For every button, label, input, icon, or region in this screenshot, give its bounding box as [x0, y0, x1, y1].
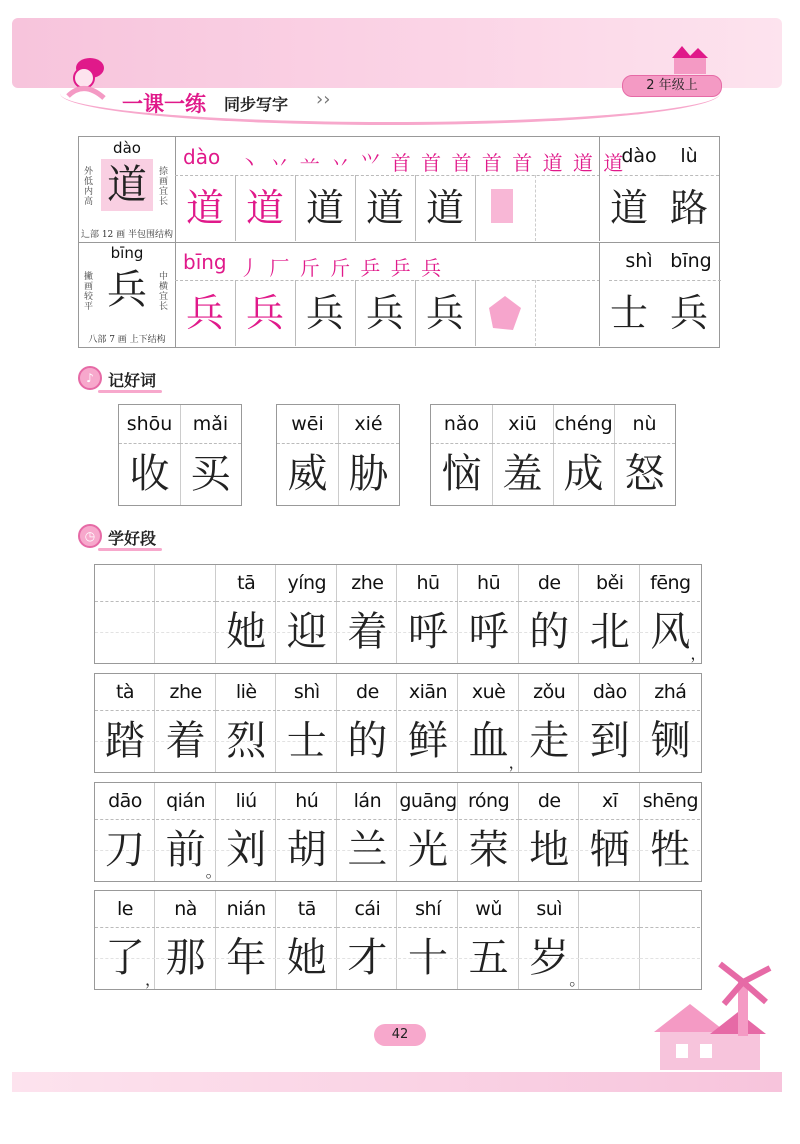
word-character: 威 [287, 451, 328, 497]
word-char-cell [119, 405, 181, 505]
passage-character: 岁 [529, 935, 570, 981]
stroke-order: 丿 厂 斤 斤 乒 乒 兵 [239, 256, 444, 280]
word-char-cell [431, 405, 493, 505]
passage-cell [580, 565, 640, 663]
writing-tip-left: 外低内高 [84, 167, 94, 207]
passage-pinyin: tā [277, 891, 337, 928]
chevron-right-icon: ›› [316, 89, 331, 110]
passage-pinyin: dāo [95, 783, 155, 820]
passage-cell[interactable] [156, 565, 216, 663]
passage-cell [337, 783, 397, 881]
passage-character [95, 601, 155, 663]
stroke-order: 丶 丷 䒑 丷 ⺍ 首 首 首 首 首 道 道 道 [239, 151, 626, 175]
passage-character: 的 [347, 718, 388, 764]
section-title: 记好词 [108, 371, 157, 390]
punctuation-mark: 。 [569, 970, 586, 989]
word-char-cell [338, 405, 399, 505]
passage-cell [640, 674, 700, 772]
passage-pinyin: liè [216, 674, 276, 711]
passage-cell[interactable] [95, 565, 155, 663]
passage-cell [519, 783, 579, 881]
passage-cell [398, 565, 458, 663]
passage-pinyin: qián [156, 783, 216, 820]
passage-character: 年 [226, 935, 267, 981]
passage-character: 牺 [589, 827, 630, 873]
word-pinyin: shì [609, 242, 669, 281]
blank-practice-cell[interactable] [475, 280, 536, 346]
passage-pinyin: fēng [640, 565, 700, 602]
word-character: 怒 [624, 451, 665, 497]
passage-cell [337, 674, 397, 772]
passage-character: 北 [589, 609, 630, 655]
passage-cell [216, 783, 276, 881]
word-character: 成 [563, 451, 604, 497]
passage-character: 着 [165, 718, 206, 764]
passage-pinyin: cái [337, 891, 397, 928]
passage-pinyin: běi [580, 565, 640, 602]
practice-cell: 道 [235, 175, 296, 241]
passage-cell [580, 783, 640, 881]
passage-character: 十 [408, 935, 448, 981]
passage-character: 地 [529, 827, 570, 873]
stroke-order-line [175, 242, 600, 281]
passage-character: 胡 [286, 827, 327, 873]
passage-row [94, 890, 702, 990]
word-character: 士 [609, 291, 648, 335]
bell-icon: ♪ [78, 366, 102, 390]
passage-pinyin: de [519, 565, 579, 602]
passage-cell [398, 674, 458, 772]
word-pinyin: mǎi [180, 405, 241, 444]
character-info-box [79, 137, 176, 242]
passage-character: 烈 [226, 718, 267, 764]
practice-cell: 道 [355, 175, 416, 241]
passage-cell [95, 674, 155, 772]
passage-character: 她 [226, 609, 267, 655]
passage-pinyin: shí [398, 891, 458, 928]
passage-cell [519, 565, 579, 663]
practice-cells [175, 175, 600, 241]
passage-cell [216, 674, 276, 772]
page-number: 42 [374, 1024, 426, 1046]
passage-character: 兰 [347, 827, 388, 873]
practice-cell: 兵 [295, 280, 356, 346]
passage-cell [398, 783, 458, 881]
words-section-label [78, 366, 198, 390]
passage-character: 五 [468, 935, 509, 981]
passage-pinyin: hū [459, 565, 519, 602]
passage-row [94, 673, 702, 773]
section-title: 学好段 [108, 529, 157, 548]
passage-pinyin: hū [398, 565, 458, 602]
passage-pinyin: le [95, 891, 155, 928]
word-group [118, 404, 242, 506]
practice-cell: 道 [175, 175, 236, 241]
passage-character: 着 [347, 609, 388, 655]
passage-cell [277, 891, 337, 989]
passage-pinyin: suì [519, 891, 579, 928]
punctuation-mark: ， [508, 753, 525, 772]
passage-pinyin: liú [216, 783, 276, 820]
passage-pinyin [640, 891, 700, 928]
model-character: 道 [101, 159, 153, 211]
practice-cell: 道 [415, 175, 476, 241]
passage-cell [277, 674, 337, 772]
passage-pinyin: zhe [337, 565, 397, 602]
grade-badge: 2 年级上 [622, 75, 722, 97]
word-pinyin: wēi [277, 405, 338, 444]
passage-pinyin [95, 565, 155, 602]
word-char-cell [553, 405, 615, 505]
passage-cell [156, 783, 222, 881]
blank-practice-cell[interactable] [535, 280, 595, 346]
word-character: 道 [609, 186, 648, 230]
word-character: 收 [129, 451, 170, 497]
passage-pinyin [156, 565, 216, 602]
passage-character: 前 [165, 827, 206, 873]
word-char-cell [492, 405, 554, 505]
passage-cell [156, 674, 216, 772]
punctuation-mark: ， [690, 644, 707, 663]
character-pinyin: dào [113, 139, 141, 157]
word-character: 恼 [441, 451, 482, 497]
word-pinyin: xié [338, 405, 399, 444]
passage-character [580, 927, 640, 989]
passage-cell [277, 565, 337, 663]
passage-character: 呼 [408, 609, 448, 655]
passage-character: 了 [105, 935, 145, 981]
passage-cell [216, 891, 276, 989]
passage-character: 呼 [468, 609, 509, 655]
mascot-icon [60, 50, 116, 106]
passage-character: 刀 [105, 827, 145, 873]
practice-cell: 兵 [235, 280, 296, 346]
passage-pinyin: xuè [459, 674, 519, 711]
punctuation-mark: ， [145, 970, 162, 989]
passage-pinyin: xī [580, 783, 640, 820]
passage-row [94, 782, 702, 882]
word-character: 买 [190, 451, 231, 497]
passage-character: 的 [529, 609, 570, 655]
word-pinyin: shōu [119, 405, 180, 444]
passage-cell [95, 783, 155, 881]
passage-cell [216, 565, 276, 663]
passage-cell [277, 783, 337, 881]
word-character: 兵 [669, 291, 708, 335]
word-char-cell [180, 405, 241, 505]
passage-cell [640, 565, 707, 663]
passage-character: 风 [650, 609, 691, 655]
passage-row [94, 564, 707, 664]
eraser-smudge [491, 189, 513, 223]
word-pinyin: chéng [553, 405, 614, 444]
passage-pinyin: lán [337, 783, 397, 820]
clock-icon: ◷ [78, 524, 102, 548]
blank-practice-cell[interactable] [475, 175, 536, 241]
passage-pinyin: yíng [277, 565, 337, 602]
practice-cell: 兵 [355, 280, 416, 346]
character-row [79, 242, 719, 347]
practice-cell: 兵 [175, 280, 236, 346]
stroke-pinyin: dào [183, 145, 221, 169]
passage-pinyin: tà [95, 674, 155, 711]
word-pinyin: dào [609, 137, 669, 176]
passage-cell [398, 891, 458, 989]
passage-character: 士 [286, 718, 327, 764]
word-pinyin: nù [614, 405, 675, 444]
passage-pinyin: róng [459, 783, 519, 820]
radical-info: 辶部 12 画 半包围结构 [80, 230, 174, 240]
passage-cell [459, 565, 519, 663]
passage-cell [337, 565, 397, 663]
passage-pinyin: hú [277, 783, 337, 820]
passage-cell [640, 783, 700, 881]
passage-character: 到 [589, 718, 630, 764]
passage-character: 走 [529, 718, 570, 764]
writing-tip-left: 撇画较平 [84, 272, 94, 312]
word-pinyin: nǎo [431, 405, 492, 444]
passage-pinyin: nián [216, 891, 276, 928]
passage-cell [156, 891, 216, 989]
passage-cell [337, 891, 397, 989]
passage-character [156, 601, 216, 663]
stroke-pinyin: bīng [183, 250, 227, 274]
passage-pinyin: zǒu [519, 674, 579, 711]
radical-info: 八部 7 画 上下结构 [88, 335, 166, 345]
passage-character: 铡 [650, 718, 691, 764]
word-character: 羞 [502, 451, 543, 497]
passage-cell [519, 891, 586, 989]
character-practice-table [78, 136, 720, 348]
passage-character: 荣 [468, 827, 509, 873]
passage-character: 血 [468, 718, 509, 764]
passage-pinyin: wǔ [459, 891, 519, 928]
passage-pinyin: de [519, 783, 579, 820]
passage-cell [459, 674, 525, 772]
practice-cell: 道 [295, 175, 356, 241]
model-character: 兵 [107, 267, 147, 313]
passage-cell[interactable] [580, 891, 640, 989]
passage-pinyin: tā [216, 565, 276, 602]
stroke-order-line [175, 137, 626, 176]
passage-pinyin: xiān [398, 674, 458, 711]
passage-character: 那 [165, 935, 206, 981]
word-character: 路 [669, 186, 708, 230]
punctuation-mark: 。 [205, 862, 222, 881]
passage-pinyin: zhe [156, 674, 216, 711]
passage-cell [580, 674, 640, 772]
passage-pinyin: de [337, 674, 397, 711]
passage-character: 迎 [286, 609, 327, 655]
passage-pinyin: shēng [640, 783, 700, 820]
word-group [430, 404, 676, 506]
character-info-box [79, 242, 176, 347]
writing-tip-right: 捺画宜长 [159, 167, 169, 207]
passage-pinyin: dào [580, 674, 640, 711]
writing-tip-right: 中横宜长 [159, 272, 169, 312]
passage-cell [459, 891, 519, 989]
practice-cell: 兵 [415, 280, 476, 346]
passage-cell [95, 891, 162, 989]
eraser-smudge [483, 294, 525, 332]
word-char-cell [614, 405, 675, 505]
passage-character: 刘 [226, 827, 267, 873]
castle-icon [668, 42, 712, 76]
passage-character: 光 [408, 827, 448, 873]
passage-pinyin: nà [156, 891, 216, 928]
word-char-cell [277, 405, 339, 505]
passage-pinyin: zhá [640, 674, 700, 711]
passage-character: 她 [286, 935, 327, 981]
passage-character: 才 [347, 935, 388, 981]
passage-character: 鲜 [408, 718, 448, 764]
passage-cell [459, 783, 519, 881]
character-pinyin: bīng [110, 244, 144, 262]
character-row [79, 137, 719, 243]
passage-pinyin [580, 891, 640, 928]
word-group [276, 404, 400, 506]
passage-character: 踏 [105, 718, 145, 764]
windmill-house-icon [640, 960, 780, 1072]
passage-section-label [78, 524, 198, 548]
passage-cell [519, 674, 579, 772]
blank-practice-cell[interactable] [535, 175, 595, 241]
passage-pinyin: guāng [398, 783, 458, 820]
word-pinyin: bīng [661, 242, 721, 281]
book-subtitle: 同步写字 [224, 95, 289, 114]
practice-cells [175, 280, 600, 346]
word-pinyin: lù [659, 137, 719, 176]
word-character: 胁 [348, 451, 389, 497]
word-pinyin: xiū [492, 405, 553, 444]
passage-character: 牲 [650, 827, 691, 873]
footer-band [12, 1072, 782, 1092]
passage-pinyin: shì [277, 674, 337, 711]
book-title: 一课一练 [122, 91, 206, 116]
